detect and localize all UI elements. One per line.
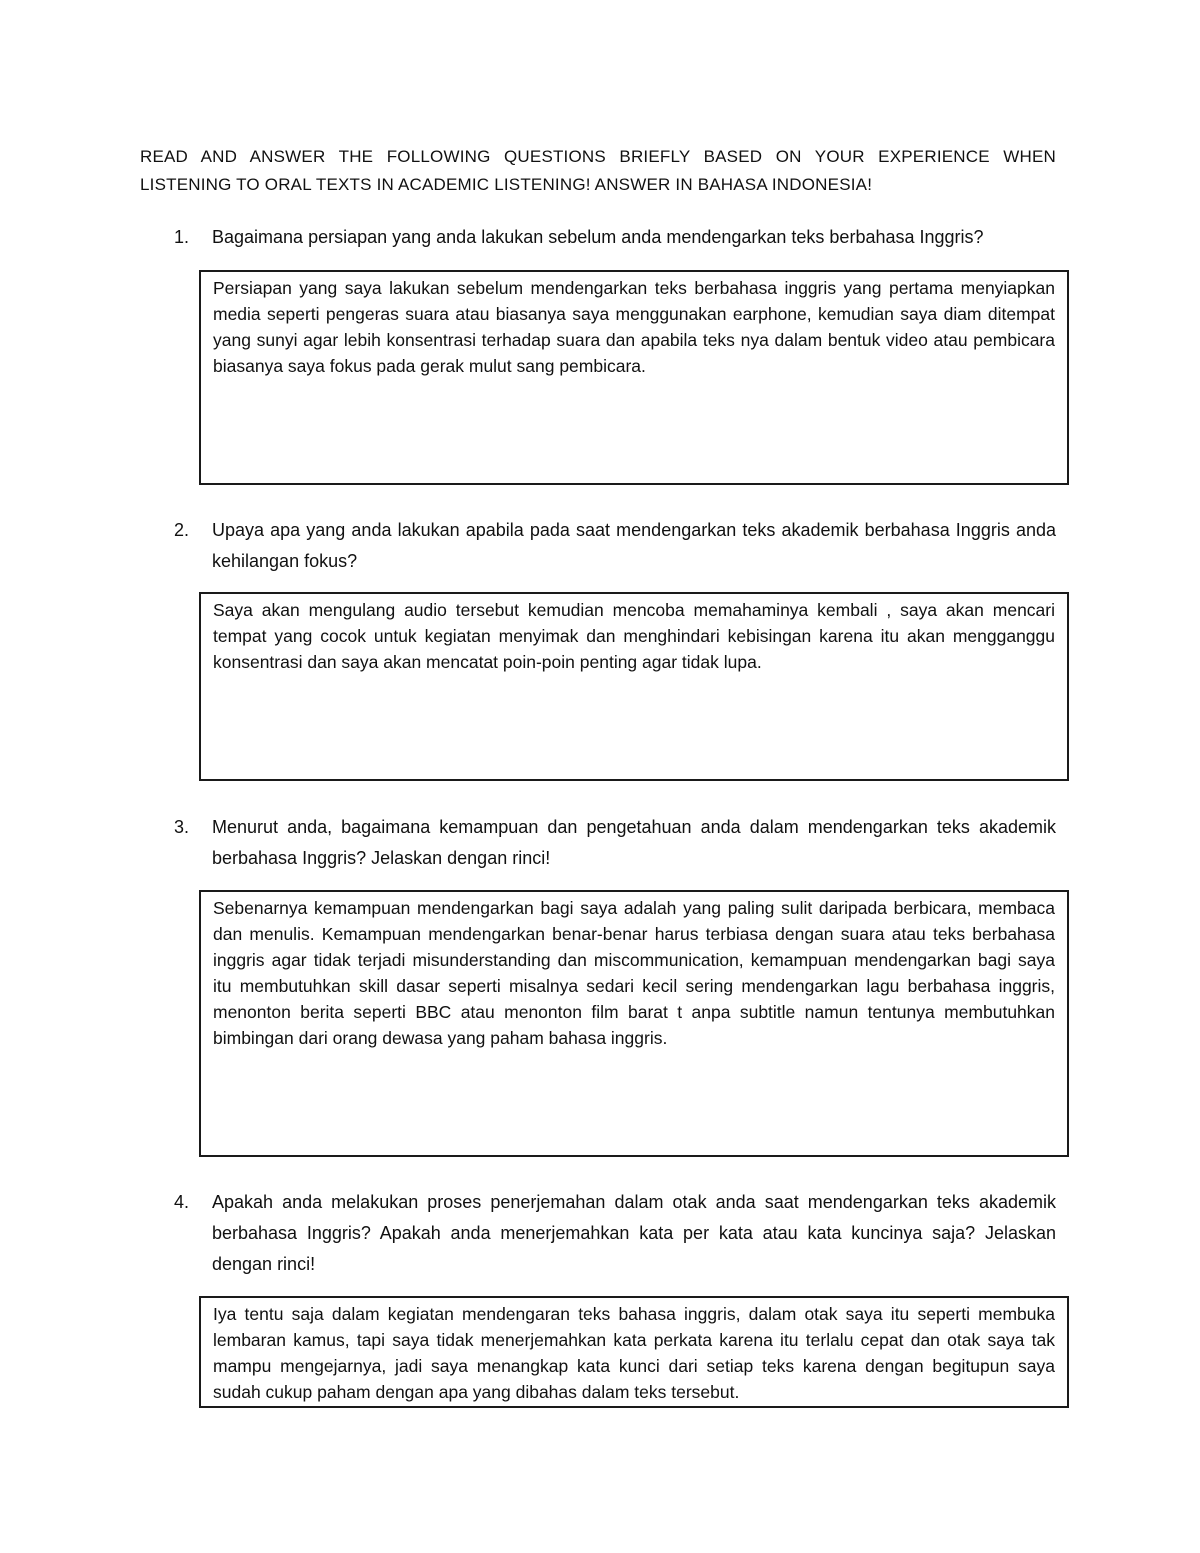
answer-box-4 bbox=[199, 1296, 1069, 1408]
answer-box-2 bbox=[199, 592, 1069, 781]
question-text: Bagaimana persiapan yang anda lakukan sebelum anda mendengarkan teks berbahasa Inggris? bbox=[212, 227, 984, 247]
question-2 bbox=[140, 515, 1056, 577]
question-number: 4. bbox=[174, 1192, 190, 1212]
answer-text: Saya akan mengulang audio tersebut kemudian mencoba memahaminya kembali , saya akan mencari tempat yang cocok untuk kegiatan menyimak dan menghindari kebisingan karena itu akan mengganggu konsentrasi dan saya akan mencatat poin-poin penting agar tidak lupa. bbox=[213, 600, 1055, 672]
answer-box-1 bbox=[199, 270, 1069, 485]
question-1 bbox=[140, 222, 1056, 253]
answer-box-3 bbox=[199, 890, 1069, 1157]
question-number: 1. bbox=[174, 227, 190, 247]
question-number: 2. bbox=[174, 520, 190, 540]
question-4 bbox=[140, 1187, 1056, 1280]
question-text: Menurut anda, bagaimana kemampuan dan pengetahuan anda dalam mendengarkan teks akademik berbahasa Inggris? Jelaskan dengan rinci! bbox=[212, 817, 1056, 868]
answer-text: Persiapan yang saya lakukan sebelum mendengarkan teks berbahasa inggris yang pertama menyiapkan media seperti pengeras suara atau biasanya saya menggunakan earphone, kemudian saya diam ditempat yang sunyi agar lebih konsentrasi terhadap suara dan apabila teks nya dalam bentuk video atau pembicara biasanya saya fokus pada gerak mulut sang pembicara. bbox=[213, 278, 1055, 376]
question-3 bbox=[140, 812, 1056, 874]
answer-text: Iya tentu saja dalam kegiatan mendengaran teks bahasa inggris, dalam otak saya itu seperti membuka lembaran kamus, tapi saya tidak menerjemahkan kata perkata karena itu terlalu cepat dan otak saya tak mampu mengejarnya, jadi saya menangkap kata kunci dari setiap teks karena dengan begitupun saya sudah cukup paham dengan apa yang dibahas dalam teks tersebut. bbox=[213, 1304, 1055, 1402]
instruction-text: READ AND ANSWER THE FOLLOWING QUESTIONS BRIEFLY BASED ON YOUR EXPERIENCE WHEN LISTENING TO ORAL TEXTS IN ACADEMIC LISTENING! ANSWER IN BAHASA INDONESIA! bbox=[140, 147, 1056, 194]
question-text: Apakah anda melakukan proses penerjemahan dalam otak anda saat mendengarkan teks akademik berbahasa Inggris? Apakah anda menerjemahkan kata per kata atau kata kuncinya saja? Jelaskan dengan rinci! bbox=[212, 1192, 1056, 1274]
answer-text: Sebenarnya kemampuan mendengarkan bagi saya adalah yang paling sulit daripada berbicara, membaca dan menulis. Kemampuan mendengarkan benar-benar harus terbiasa dengan suara atau teks berbahasa inggris agar tidak terjadi misunderstanding dan miscommunication, kemampuan mendengarkan bagi saya itu membutuhkan skill dasar seperti misalnya sedari kecil sering mendengarkan lagu berbahasa inggris, menonton berita seperti BBC atau menonton film barat t anpa subtitle namun tentunya membutuhkan bimbingan dari orang dewasa yang paham bahasa inggris. bbox=[213, 898, 1055, 1048]
question-number: 3. bbox=[174, 817, 190, 837]
question-text: Upaya apa yang anda lakukan apabila pada saat mendengarkan teks akademik berbahasa Inggris anda kehilangan fokus? bbox=[212, 520, 1056, 571]
